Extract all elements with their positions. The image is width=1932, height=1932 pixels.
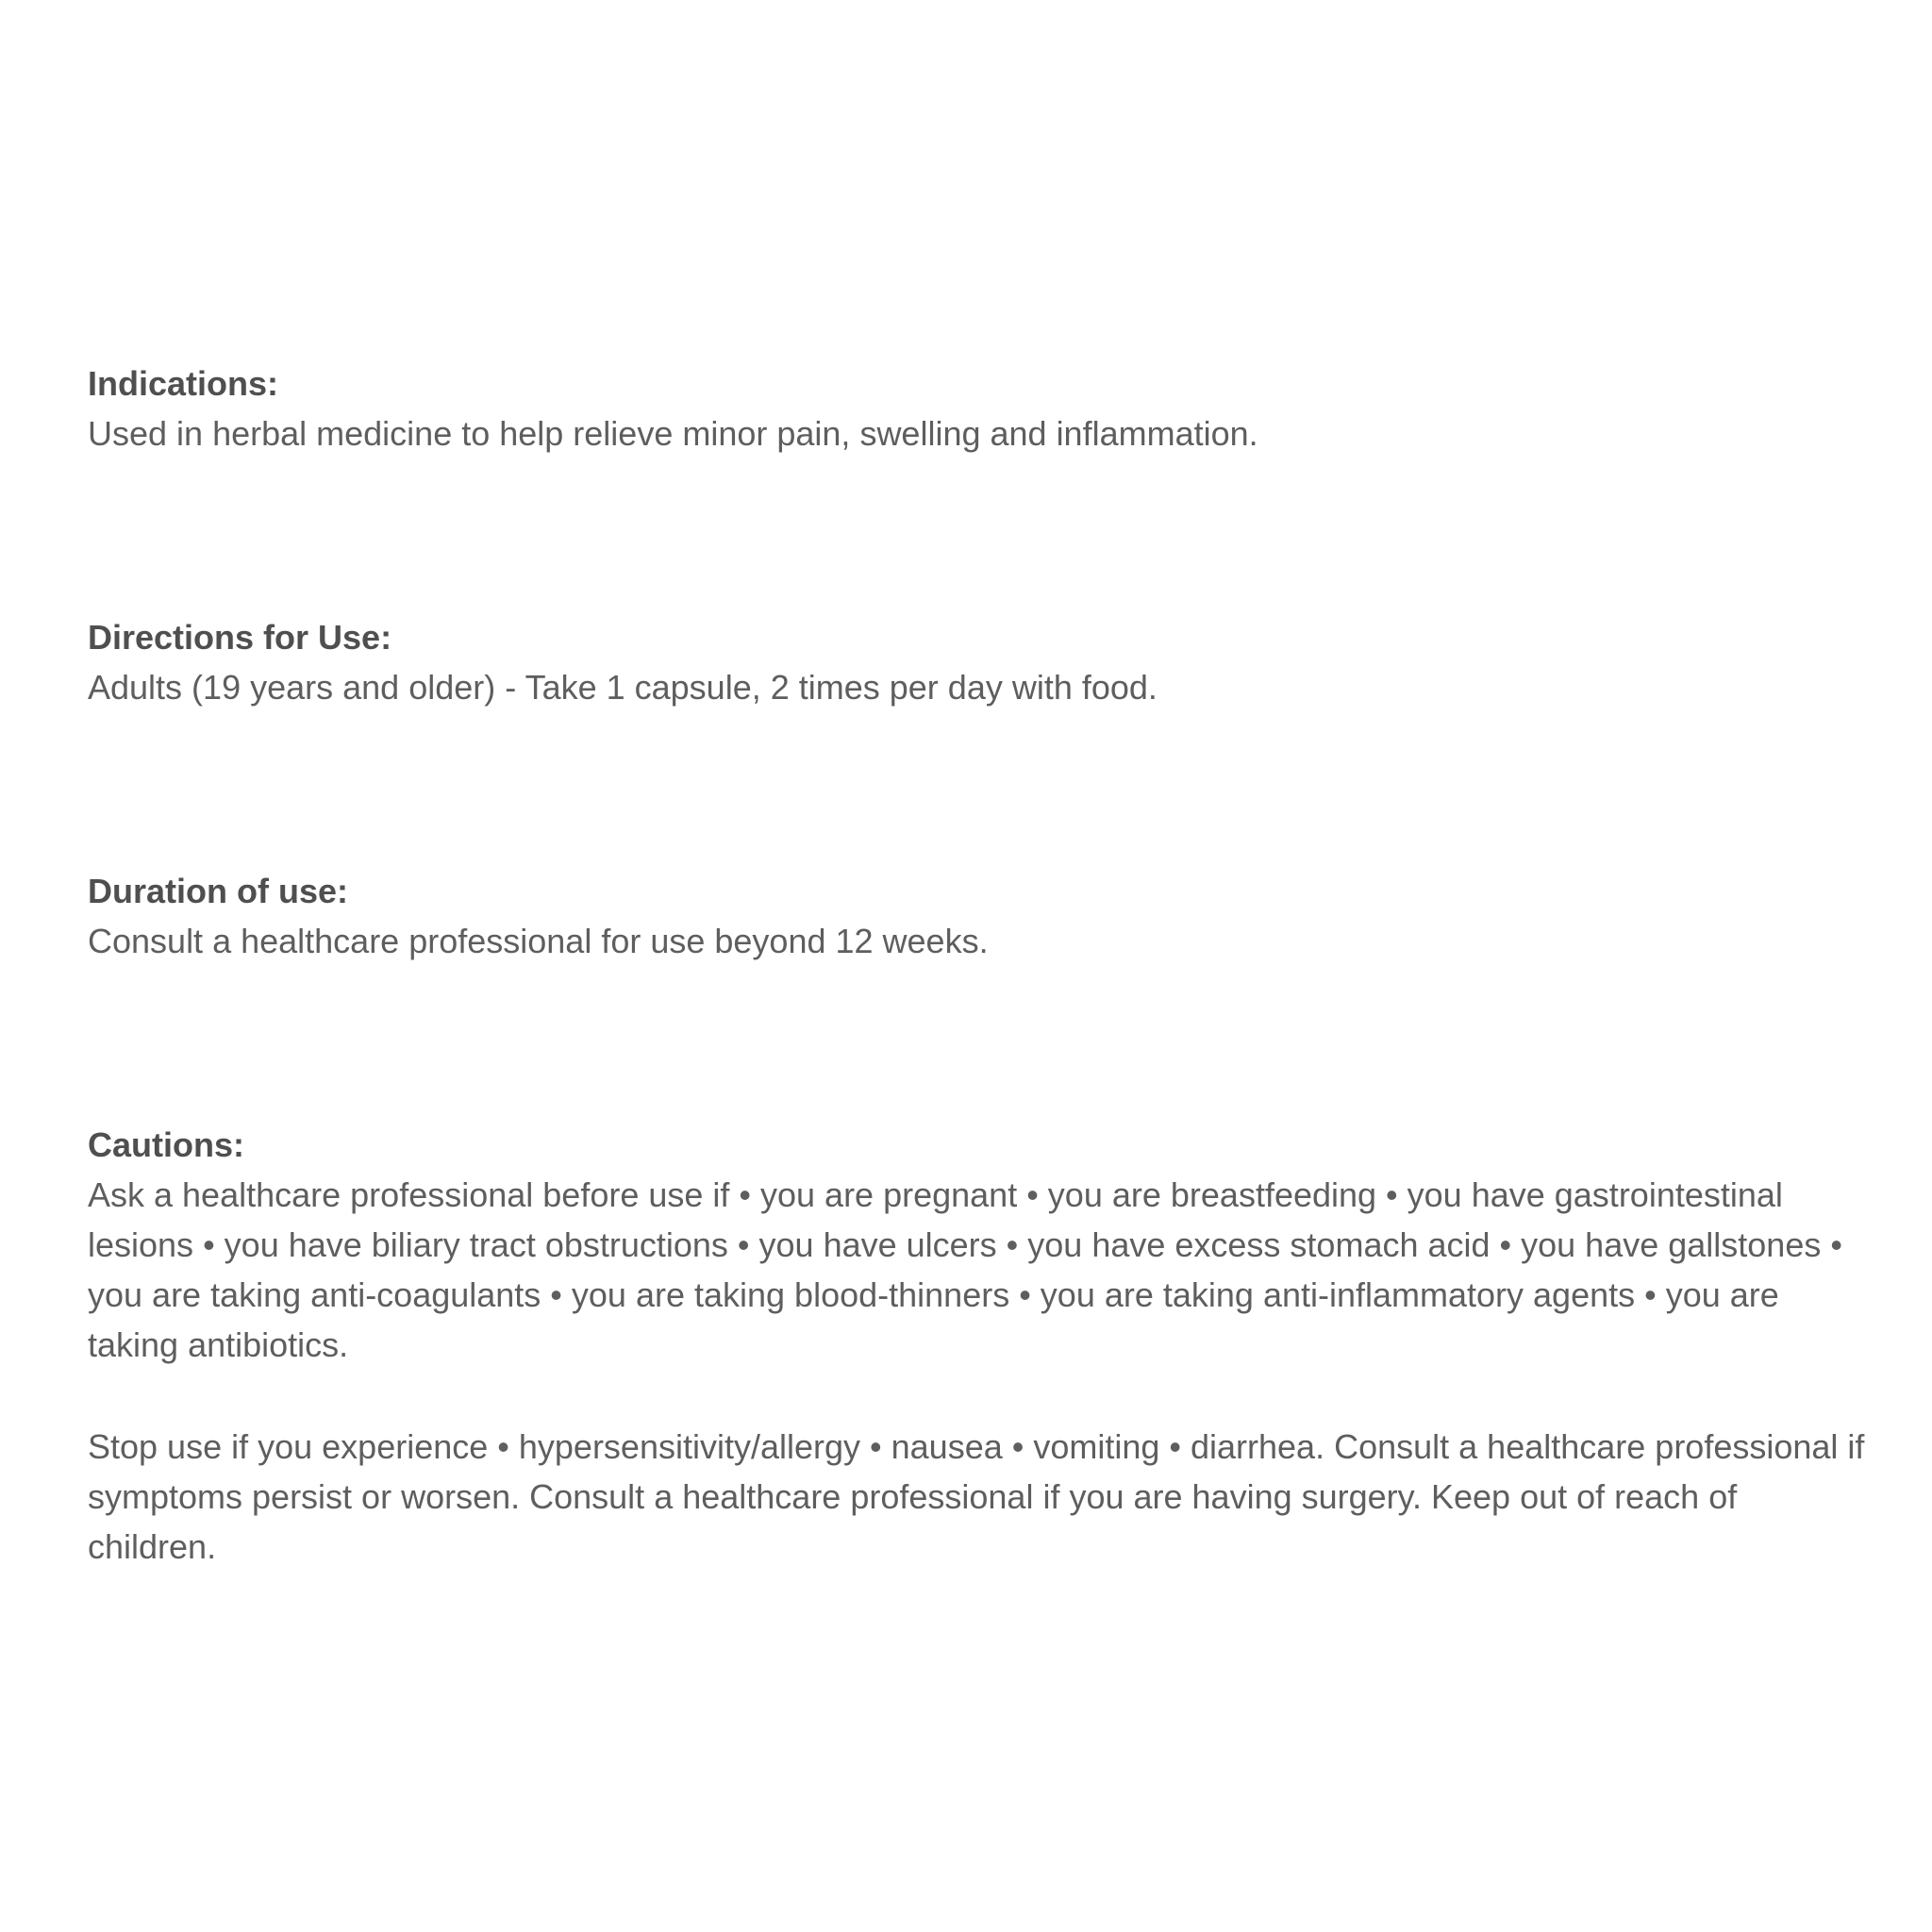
- section-heading: Directions for Use:: [88, 618, 392, 657]
- section-text: Consult a healthcare professional for use beyond 12 weeks.: [88, 922, 989, 960]
- cautions-ask-text: Ask a healthcare professional before use if • you are pregnant • you are breastfeeding • you have gastrointestinal lesions • you have biliary tract obstructions • you have ulcers • you have excess stomach acid • you have gallstones • you are taking anti-coagulants • you are taking blood-thinners • you are taking anti-inflammatory agents • you are taking antibiotics.: [88, 1175, 1842, 1364]
- section-heading: Indications:: [88, 364, 279, 403]
- section-directions: [88, 612, 1871, 712]
- product-info-content: [88, 358, 1871, 1572]
- section-cautions: [88, 1120, 1871, 1572]
- section-heading: Duration of use:: [88, 872, 348, 910]
- section-indications: [88, 358, 1871, 458]
- cautions-stop-text: Stop use if you experience • hypersensitivity/allergy • nausea • vomiting • diarrhea. Consult a healthcare professional if symptoms persist or worsen. Consult a healthcare professional if you are having surgery. Keep out of reach of children.: [88, 1427, 1865, 1566]
- section-text: Adults (19 years and older) - Take 1 capsule, 2 times per day with food.: [88, 668, 1158, 707]
- section-duration: [88, 866, 1871, 966]
- section-text: Used in herbal medicine to help relieve minor pain, swelling and inflammation.: [88, 414, 1258, 453]
- section-heading: Cautions:: [88, 1125, 244, 1164]
